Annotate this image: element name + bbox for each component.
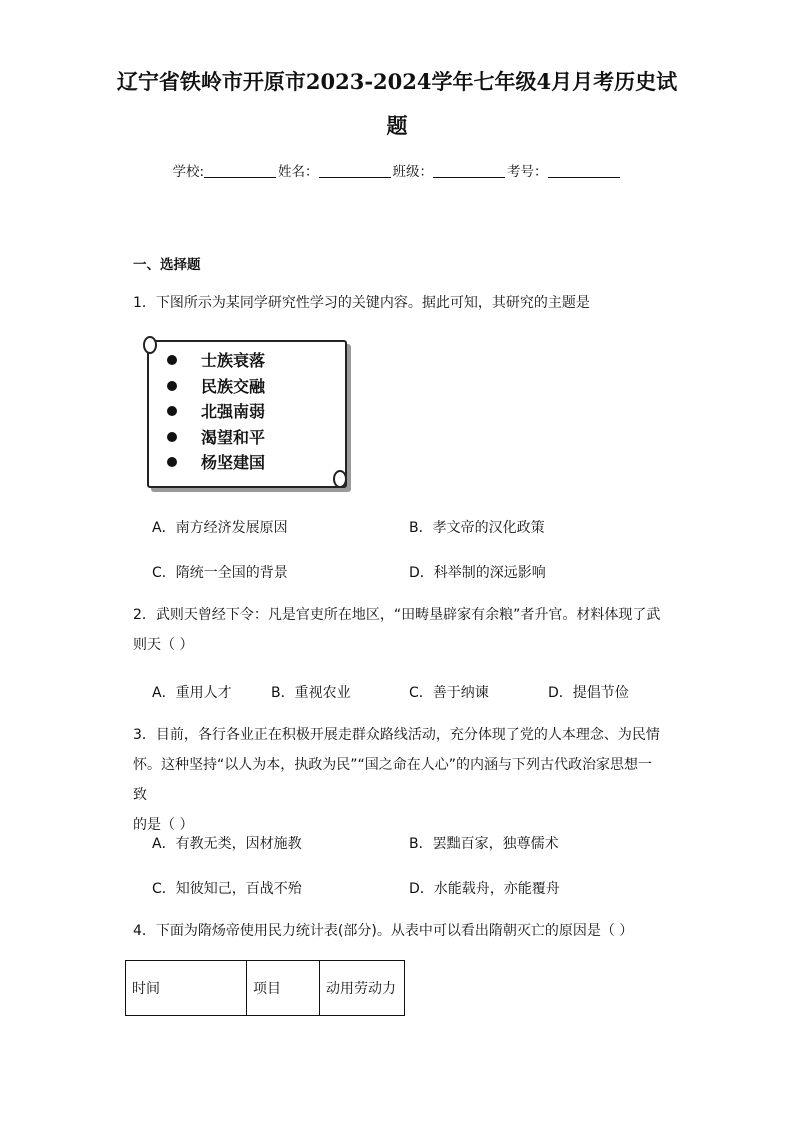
page-title-line2: 题 — [386, 113, 408, 138]
name-blank[interactable] — [319, 163, 391, 178]
school-label: 学校: — [172, 164, 205, 180]
q3-option-b[interactable]: B．罢黜百家，独尊儒术 — [409, 836, 559, 852]
q4-table — [125, 960, 405, 1016]
q4-stem: 4．下面为隋炀帝使用民力统计表(部分)。从表中可以看出隋朝灭亡的原因是（ ） — [133, 923, 634, 939]
q1-stem: 1．下图所示为某同学研究性学习的关键内容。据此可知，其研究的主题是 — [133, 295, 590, 311]
scroll-item: 杨坚建国 — [167, 450, 265, 476]
q1-option-d[interactable]: D．科举制的深远影响 — [409, 565, 546, 581]
scroll-roll-bottom — [333, 470, 347, 488]
q3-option-a[interactable]: A．有教无类，因材施教 — [152, 836, 302, 852]
q2-stem-line2: 则天（ ） — [133, 637, 194, 653]
scroll-roll-top — [143, 336, 157, 354]
exam-no-blank[interactable] — [548, 163, 620, 178]
q2-option-d[interactable]: D．提倡节俭 — [548, 685, 629, 701]
student-info-row — [0, 160, 794, 180]
scroll-list — [167, 348, 265, 476]
table-header-cell: 时间 — [126, 961, 247, 1016]
table-row — [126, 961, 405, 1016]
table-header-cell: 项目 — [247, 961, 320, 1016]
name-label: 姓名： — [278, 164, 319, 180]
q3-option-d[interactable]: D．水能载舟，亦能覆舟 — [409, 881, 560, 897]
q2-option-c[interactable]: C．善于纳谏 — [409, 685, 489, 701]
page-title-line1: 辽宁省铁岭市开原市2023-2024学年七年级4月月考历史试 — [116, 69, 678, 94]
q2-stem-line1: 2．武则天曾经下令：凡是官吏所在地区，“田畴垦辟家有余粮”者升官。材料体现了武 — [133, 607, 661, 623]
scroll-item: 民族交融 — [167, 374, 265, 400]
exam-no-label: 考号： — [507, 164, 548, 180]
q3-stem — [133, 720, 663, 840]
q2-option-b[interactable]: B．重视农业 — [271, 685, 351, 701]
bullet-icon — [167, 381, 177, 391]
scroll-item: 士族衰落 — [167, 348, 265, 374]
q1-option-b[interactable]: B．孝文帝的汉化政策 — [409, 520, 545, 536]
q3-option-c[interactable]: C．知彼知己，百战不殆 — [152, 881, 302, 897]
bullet-icon — [167, 432, 177, 442]
school-blank[interactable] — [204, 163, 276, 178]
class-blank[interactable] — [433, 163, 505, 178]
bullet-icon — [167, 457, 177, 467]
bullet-icon — [167, 355, 177, 365]
bullet-icon — [167, 406, 177, 416]
q3-stem-line3: 的是（ ） — [133, 817, 194, 833]
scroll-item: 北强南弱 — [167, 399, 265, 425]
q1-scroll-image — [143, 336, 347, 488]
class-label: 班级： — [392, 164, 434, 180]
q1-option-c[interactable]: C．隋统一全国的背景 — [152, 565, 288, 581]
q2-option-a[interactable]: A．重用人才 — [152, 685, 232, 701]
scroll-item: 渴望和平 — [167, 425, 265, 451]
q3-stem-line2: 怀。这种坚持“以人为本，执政为民”“国之命在人心”的内涵与下列古代政治家思想一致 — [133, 757, 653, 803]
q3-stem-line1: 3．目前，各行各业正在积极开展走群众路线活动，充分体现了党的人本理念、为民情 — [133, 727, 660, 743]
section-heading: 一、选择题 — [133, 257, 201, 273]
table-header-cell: 动用劳动力 — [320, 961, 405, 1016]
q2-stem — [133, 600, 663, 660]
q1-option-a[interactable]: A．南方经济发展原因 — [152, 520, 288, 536]
